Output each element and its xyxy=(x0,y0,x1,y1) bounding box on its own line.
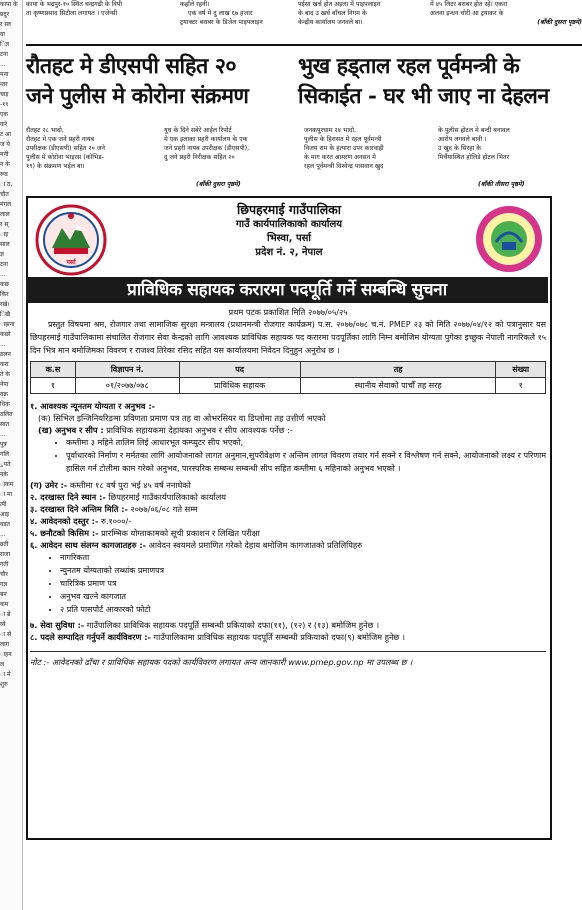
org-province: प्रदेश नं. २, नेपाल xyxy=(255,247,323,258)
article-line: स्वत xyxy=(0,421,10,428)
article-line: वडत xyxy=(0,521,10,528)
experience-list xyxy=(30,436,546,475)
section-8 xyxy=(30,631,546,643)
article-line: र स्ल xyxy=(0,21,11,28)
article-line: साल xyxy=(0,241,10,248)
article-line: ... xyxy=(0,341,6,348)
age-text: कम्तीमा १८ वर्ष पुरा भई ४५ वर्ष ननाघेको xyxy=(69,480,191,490)
news-1-body-a xyxy=(26,126,154,171)
section-6 xyxy=(30,539,546,551)
article-line: उ खुद के सिरहा के xyxy=(438,145,482,152)
article-line: कछ xyxy=(0,281,9,288)
article-line: दु जने प्रहरी निरीक्षक सहित २० xyxy=(164,154,235,161)
list-item: • पूर्वाधारको निर्माण र मर्मतका लागि आयोजनाको लागत अनुमान,सुपरीवेक्षण र अन्तिम लागत विवरण तयार गर्न सक्ने र विश्लेषण गर्न सक्ने, आयोजनाको लक्ष्य र परिणाम हासिल गर्न टोलीमा काम गरेको अनुभव, पारस्परिक सम्बन्ध सम्बन्धी सीप सहित कम्तीमा ६ महिनाको अनुभव भएको । xyxy=(66,449,546,475)
notice-title-banner: प्राविधिक सहायक करारमा पदपूर्ति गर्ने सम्बन्धि सुचना xyxy=(26,277,548,303)
org-address: भिस्वा, पर्सा xyxy=(267,233,311,244)
publication-date: प्रथम पटक प्रकाशित मिति २०७७/०५/२५ xyxy=(228,307,348,317)
article-line: ठलन xyxy=(0,351,11,358)
article-line: ुपते xyxy=(0,461,11,468)
article-line: गती xyxy=(0,561,9,568)
article-line: ाइ xyxy=(0,231,9,238)
snippet-text: एक वर्ष में दु लाख ६७ हजार xyxy=(188,10,253,17)
article-line: धिक xyxy=(0,401,10,408)
experience-line xyxy=(30,424,546,436)
snippet-text: के बाद उ खर्च बाँचल निगम के xyxy=(298,10,367,17)
article-line: नके xyxy=(0,471,8,478)
top-snippet-col-3 xyxy=(298,0,424,27)
table-cell: ०१/२०७७/०७८ xyxy=(75,378,179,394)
article-line: जनकपुरधाम २४ भादो, xyxy=(304,127,357,134)
article-line: एक xyxy=(0,111,8,118)
section-5-label: ५. छनौटको किसिम :- xyxy=(30,528,99,538)
section-6-text: आवेदन स्वयमले प्रमाणित गरेको देहाय बमोजिम कागजातको प्रतिलिपिहरु xyxy=(148,540,363,550)
article-line: शुरु xyxy=(0,681,8,688)
article-line: राजा xyxy=(0,551,11,558)
section-7 xyxy=(30,619,546,631)
article-line: करा xyxy=(0,361,9,368)
snippet-text: केन्द्रीय कार्यालय जनवले बा। xyxy=(298,19,363,26)
article-line: लाल xyxy=(0,211,10,218)
section-2-label: २. दरखास्त दिने स्थान :- xyxy=(30,492,106,502)
qualification-text: (क) सिभिल इन्जिनियरिङमा प्रविणता प्रमाण पत्र तह वा ओभरसियर वा डिप्लोमा तह उत्तीर्ण भएको xyxy=(38,413,326,423)
section-3 xyxy=(30,503,546,515)
article-line: गज्ञ xyxy=(0,581,8,588)
snippet-text: कापा के भद्रपुर-१० स्थित चन्द्रगढी के विपी xyxy=(26,1,123,8)
age-line xyxy=(30,479,546,491)
table-cell: १ xyxy=(496,378,546,394)
snippet-text: में ४५ लिटर बराबर होत रहे। एकरा xyxy=(430,1,508,8)
article-line: विजय राम के हत्यारा उपर कारवाही xyxy=(304,145,384,152)
footer-note: नोट :- आवेदनको ढाँचा र प्राविधिक सहायक पदको कार्यविवरण लगायत अन्य जानकारी www.pmep.gov.np मा उपलब्ध छ । xyxy=(30,651,546,669)
article-line: चाइ xyxy=(0,91,9,98)
section-7-text: गाउँपालिका प्राविधिक सहायक पदपूर्ति सम्बन्धी प्रकियाको दफा(११), (१२) र (१३) बमोजिम हुनेछ । xyxy=(86,620,380,630)
section-8-text: गाउँपालिकामा प्राविधिक सहायक पदपूर्ति सम्बन्धी प्रकियाको दफा(९) बमोजिम हुनेछ । xyxy=(153,632,405,642)
article-line: ज्ञ xyxy=(0,251,4,258)
section-8-label: ८. पदले सम्पादित गर्नुपर्ने कार्यविवरण :- xyxy=(30,632,151,642)
article-line: मिर्चैयास्थित होलिडे होटल भितर xyxy=(438,154,510,161)
list-item: • अनुभव खल्ने कागजात xyxy=(60,590,546,603)
table-header: तह xyxy=(300,362,496,378)
article-line: किर xyxy=(0,291,9,298)
article-line: ा मे xyxy=(0,671,11,678)
article-line: रूड xyxy=(0,171,8,178)
article-line: के पुलीस होटल मे बन्दी बनावल xyxy=(438,127,510,134)
left-clipped-column xyxy=(0,0,23,910)
article-line: बन xyxy=(0,591,7,598)
table-cell: स्थानीय सेवाको पाचौँ तह सरह xyxy=(300,378,496,394)
article-line: नेपा xyxy=(0,381,9,388)
article-line: कछो xyxy=(0,331,11,338)
headline-2-line-2: सिकाईत - घर भी जाए ना देहलन xyxy=(298,84,549,109)
article-line: प्रदुर xyxy=(0,11,10,18)
newspaper-header-area xyxy=(26,0,582,196)
article-line: चौत xyxy=(0,191,9,198)
snippet-text: पईसा खर्च होत अइला में पाइपलाइन xyxy=(298,1,381,8)
org-office: गाउँ कार्यपालिकाको कार्यालय xyxy=(235,219,343,230)
article-line: ाहन xyxy=(0,651,12,658)
experience-label: (ख) अनुभव र सीप : xyxy=(38,425,104,435)
article-line: ते के xyxy=(0,371,10,378)
article-line: मना xyxy=(0,71,9,78)
article-line: रहल पूर्वमन्त्री विश्वेन्द्र पासवान खुद xyxy=(304,163,384,170)
news-2-body-b xyxy=(438,126,578,162)
documents-list xyxy=(30,551,546,616)
headline-2-line-1: भुख हड्ताल रहल पूर्वमन्त्री के xyxy=(298,54,520,79)
article-line: ा ब्रे xyxy=(0,611,11,618)
article-line: -१९ xyxy=(0,101,9,108)
section-3-text: २०७७/०६/०८ गते सम्म xyxy=(130,504,198,514)
section-3-label: ३. दरखास्त दिने अन्तिम मिति :- xyxy=(30,504,128,514)
article-line: ... xyxy=(0,61,6,68)
list-item: • नागरिकता xyxy=(60,551,546,564)
article-line: आइ xyxy=(0,511,10,518)
section-7-label: ७. सेवा सुविधा :- xyxy=(30,620,85,630)
continued-note: (बाँकी तीसरा पृष्ठमे) xyxy=(478,181,525,188)
article-line: ठलित xyxy=(0,411,13,418)
section-5-text: प्रारम्भिक योग्ताकामको सूची प्रकाशन र लिखित परीक्षा xyxy=(101,528,260,538)
table-header: संख्या xyxy=(496,362,546,378)
article-line: त्पी xyxy=(0,501,7,508)
snippet-text: अलवा इन्धन चोरी आ ट्रयाकर के xyxy=(430,10,504,17)
list-item: • चारित्रिक प्रमाण पत्र xyxy=(60,577,546,590)
article-line: करे xyxy=(0,121,8,128)
notice-body xyxy=(30,306,546,669)
org-name: छिपहरमाई गाउँपालिका xyxy=(236,202,342,217)
article-line: चौर xyxy=(0,571,8,578)
article-line: रौतहट मे एक जने प्रहरी नायब xyxy=(26,136,95,143)
continued-note: (बाँकी दुसरा पृष्ठमे) xyxy=(196,181,241,188)
table-header: क.स xyxy=(31,362,76,378)
article-line: टना xyxy=(0,51,8,58)
article-line: पुलीस में कोरोना भाइरस (कोभिड- xyxy=(26,154,104,161)
article-line: वक्र xyxy=(0,391,8,398)
top-snippet-col-2 xyxy=(180,0,292,27)
article-line: जने प्रहरी नायब उपरीक्षक (डीएसपी), xyxy=(164,145,250,152)
article-line: कापा के xyxy=(0,1,18,8)
headline-1 xyxy=(26,52,294,112)
headline-1-line-1: रौतहट मे डीएसपी सहित २० xyxy=(26,54,237,79)
list-item: • २ प्रति पासपोर्ट आकारको फोटो xyxy=(60,603,546,616)
article-line: ल xyxy=(0,661,5,668)
article-line: वा xyxy=(0,31,5,38)
article-line: पुलीस के हिरासत मे रहल पूर्वमन्त्री xyxy=(304,136,382,143)
section-4-text: रु.१०००/- xyxy=(100,516,132,526)
article-line: िखै xyxy=(0,311,11,318)
table-header: पद xyxy=(179,362,300,378)
vacancy-table xyxy=(30,361,546,394)
article-line: ट आ xyxy=(0,131,12,138)
article-line: ... xyxy=(0,531,6,538)
table-cell: प्राविधिक सहायक xyxy=(179,378,300,394)
article-line: ... xyxy=(0,431,6,438)
article-line: लाग xyxy=(0,641,10,648)
section-2-text: छिपहरमाई गाउँकार्यपालिकाको कार्यालय xyxy=(108,492,227,502)
article-line: व्रती xyxy=(0,541,9,548)
age-label: (ग) उमेर :- xyxy=(30,480,68,490)
headline-2 xyxy=(298,52,582,112)
continued-note: (बाँकी दुसरा पृष्ठमे) xyxy=(537,19,582,26)
article-line: न्तर xyxy=(0,81,8,88)
article-line: पुत्र xyxy=(0,441,7,448)
article-line: ज ये xyxy=(0,141,10,148)
article-line: उपरीक्षक (डीएसपी) सहित २० जने xyxy=(26,145,105,152)
section-4-label: ४. आवेदनको दस्तुर :- xyxy=(30,516,99,526)
article-line: ाकम xyxy=(0,481,14,488)
table-row xyxy=(31,378,546,394)
section-1-title: १. आवश्यक न्यूनतम योग्यता र अनुभव :- xyxy=(30,401,156,411)
article-line: न के xyxy=(0,161,10,168)
table-header: विज्ञापन नं. xyxy=(75,362,179,378)
article-line: टना xyxy=(0,261,8,268)
article-line: ... xyxy=(0,271,6,278)
article-line: ाझना xyxy=(0,321,15,328)
article-line: ा ठ, xyxy=(0,181,13,188)
top-snippet-col-4 xyxy=(430,0,582,27)
article-line: १९) के संक्रमण भईल बा। xyxy=(26,163,85,170)
top-snippet-col-1 xyxy=(26,0,168,18)
notice-intro: प्रस्तुत विषयमा श्रम, रोजगार तथा सामाजिक सुरक्षा मन्त्रालय (प्रधानमन्त्री रोजगार कार्यक्रम) प.स. २०७७/०७८ च.नं. PMEP २३ को मिति २०७७/०४/१२ को पत्रानुसार यस छिपहरमाई गाउँपालिकामा संचालित रोजगार सेवा केन्द्रको लागि आवश्यक प्राविधिक सहायक पद करारमा पदपूर्तिका लागि निम्न बमोजिम योग्यता पुगेका इच्छुक नेपाली नागरिकले १५ दिन भित्र मान बमोजिमका विवरण र राजश्व तिरेका रसिद सहित यस कार्यालयमा निवेदन दिनुहुन अनुरोध छ । xyxy=(30,320,546,355)
logo-caption: पर्सा xyxy=(66,259,76,266)
article-line: रखे। xyxy=(0,301,10,308)
news-2-body-a xyxy=(304,126,432,171)
list-item: • न्युनतम योग्यताको लब्धांक प्रमाणपत्र xyxy=(60,564,546,577)
article-line: र स् xyxy=(0,221,9,228)
article-line: मनी xyxy=(0,151,9,158)
section-4 xyxy=(30,515,546,527)
article-line: ा मा xyxy=(0,491,13,498)
article-line: के माग करत आमरण अनसन मे xyxy=(304,154,376,161)
article-line: युध के दिने सबेरे आईल रिपोर्ट xyxy=(164,127,232,134)
list-item: • कम्तीमा ३ महिने तालिम लिई आधारभूत कम्प्युटर सीप भएको, xyxy=(66,436,546,449)
snippet-text: कहाँले रहनी। xyxy=(180,1,210,8)
article-line: मे एक इलाका प्रहरी कार्यालय के एक xyxy=(164,136,248,143)
experience-text: प्राविधिक सहायकमा देहायका अनुभव र सीप आवश्यक पर्नेछ :- xyxy=(106,425,293,435)
section-2 xyxy=(30,491,546,503)
article-line: ा से xyxy=(0,631,12,638)
headline-1-line-2: जने पुलीस मे कोरोना संक्रमण xyxy=(26,84,249,109)
article-line: रौतहट २८ भादो, xyxy=(26,127,64,134)
section-6-label: ६. आवेदन साथ संलग्न कागजातहरु :- xyxy=(30,540,147,550)
news-1-body-b xyxy=(164,126,292,162)
article-line: आरोप लगवले बानी । xyxy=(438,136,487,143)
article-line: कम xyxy=(0,601,9,608)
table-cell: १ xyxy=(31,378,76,394)
article-line: मंगल xyxy=(0,201,12,208)
section-5 xyxy=(30,527,546,539)
divider xyxy=(26,44,582,46)
snippet-text: ता कृष्णप्रसाद सिटौला लगायत । एजेन्सी xyxy=(26,10,118,17)
article-line: िज्ञ xyxy=(0,41,9,48)
article-line: व्ये xyxy=(0,621,6,628)
snippet-text: ट्रयाक्टर बराबर के डिजेल पाइपलाइन xyxy=(180,19,263,26)
article-line: गलि xyxy=(0,451,10,458)
